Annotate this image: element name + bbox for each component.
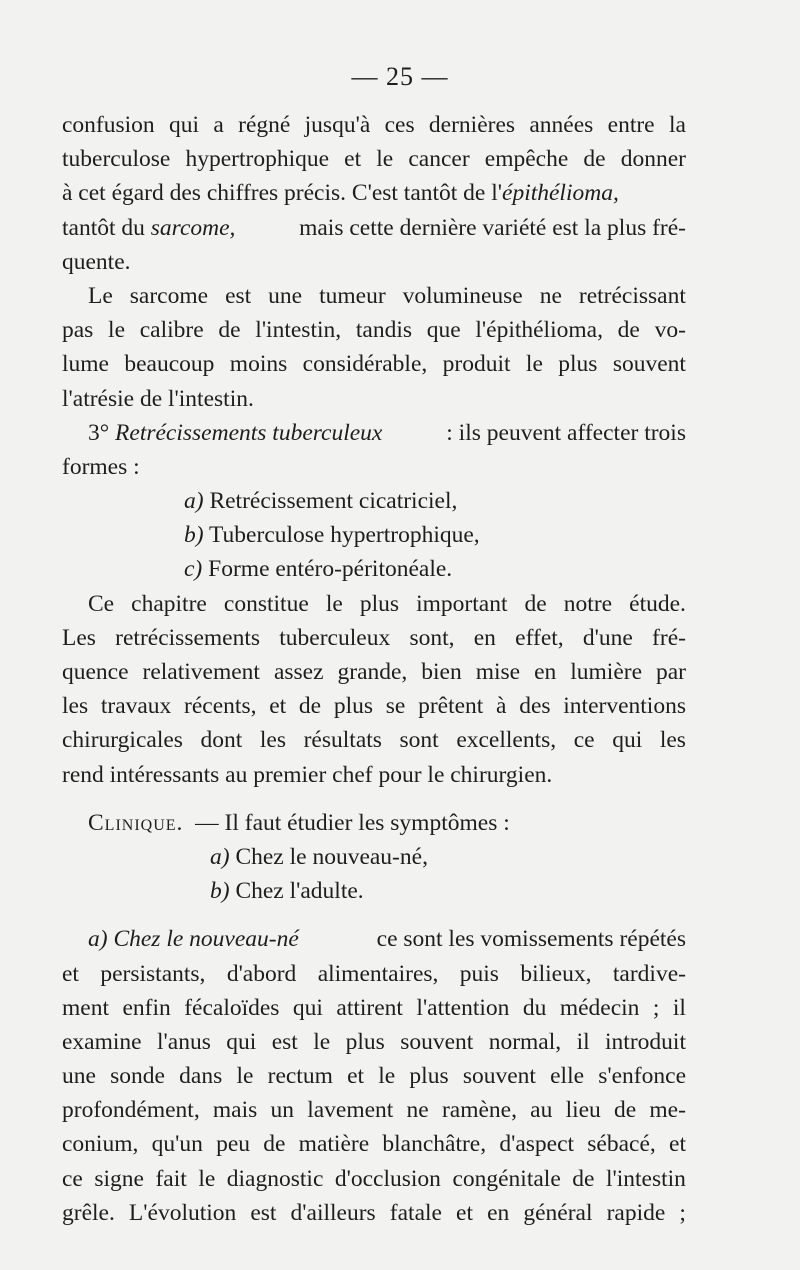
text-segment: — Il faut étudier les symptômes : xyxy=(195,809,510,836)
forms-list xyxy=(62,484,686,587)
list-letter: a) xyxy=(88,926,108,953)
list-letter: a) xyxy=(210,843,230,870)
paragraph-5 xyxy=(62,922,686,1230)
text-line: confusion qui a régné jusqu'à ces dernières années entre la xyxy=(62,112,686,138)
text-line: quence relativement assez grande, bien mise en lumière par xyxy=(62,659,686,685)
clinique-section xyxy=(62,806,686,909)
text-segment: tantôt du xyxy=(62,214,151,241)
italic-heading: Chez le nouveau-né xyxy=(113,926,299,953)
text-line: et persistants, d'abord alimentaires, puis bilieux, tardive- xyxy=(62,960,686,987)
text-line: l'atrésie de l'intestin. xyxy=(62,385,254,412)
list-letter: c) xyxy=(184,556,203,583)
text-segment: à cet égard des chiffres précis. C'est tantôt de l' xyxy=(62,180,503,207)
italic-term: sarcome, xyxy=(150,214,236,241)
list-item-text: Forme entéro-péritonéale. xyxy=(208,556,453,583)
paragraph-3 xyxy=(62,416,686,484)
paragraph-1 xyxy=(62,108,686,279)
text-line: pas le calibre de l'intestin, tandis que l'épithélioma, de vo- xyxy=(62,317,686,344)
list-item xyxy=(62,874,686,908)
text-line: Ce chapitre constitue le plus important de notre étude. xyxy=(88,590,686,617)
text-line: tuberculose hypertrophique et le cancer empêche de donner xyxy=(62,146,686,173)
list-item xyxy=(62,840,686,874)
text-line: ment enfin fécaloïdes qui attirent l'attention du médecin ; il xyxy=(62,994,686,1021)
text-line xyxy=(62,176,686,210)
list-item xyxy=(62,552,686,586)
section-label: Clinique. xyxy=(88,809,184,836)
section-number: 3° xyxy=(88,419,110,446)
paragraph-4 xyxy=(62,587,686,792)
list-item-text: Tuberculose hypertrophique, xyxy=(209,522,480,549)
text-line xyxy=(62,806,686,840)
text-line: une sonde dans le rectum et le plus souvent elle s'enfonce xyxy=(62,1063,686,1090)
text-line: chirurgicales dont les résultats sont excellents, ce qui les xyxy=(62,727,686,754)
text-segment: ce sont les vomissements répétés xyxy=(376,926,686,953)
list-item-text: Chez l'adulte. xyxy=(235,878,364,905)
italic-term: épithélioma, xyxy=(502,180,619,207)
text-line: profondément, mais un lavement ne ramène, au lieu de me- xyxy=(62,1097,686,1124)
text-line xyxy=(62,922,686,956)
list-letter: b) xyxy=(184,522,204,549)
text-line: quente. xyxy=(62,248,131,275)
section-title: Retrécissements tuberculeux xyxy=(115,419,383,446)
page-number: — 25 — xyxy=(351,62,449,91)
text-line: ce signe fait le diagnostic d'occlusion congénitale de l'intestin xyxy=(62,1165,686,1192)
paragraph-2 xyxy=(62,279,686,416)
body-text xyxy=(62,108,686,1230)
text-line: rend intéressants au premier chef pour le chirurgien. xyxy=(62,761,553,788)
text-line: examine l'anus qui est le plus souvent normal, il introduit xyxy=(62,1028,686,1055)
text-line: Les retrécissements tuberculeux sont, en effet, d'une fré- xyxy=(62,624,686,651)
text-line xyxy=(62,416,686,450)
list-item-text: Chez le nouveau-né, xyxy=(235,843,428,870)
text-line: Le sarcome est une tumeur volumineuse ne retrécissant xyxy=(88,282,686,309)
list-item-text: Retrécissement cicatriciel, xyxy=(209,488,458,515)
list-item xyxy=(62,484,686,518)
text-segment: : ils peuvent affecter trois xyxy=(446,419,686,446)
text-line: les travaux récents, et de plus se prêtent à des interventions xyxy=(62,693,686,720)
text-line xyxy=(62,211,686,245)
text-line: grêle. L'évolution est d'ailleurs fatale et en général rapide ; xyxy=(62,1199,686,1226)
text-line: lume beaucoup moins considérable, produit le plus souvent xyxy=(62,351,686,378)
list-letter: b) xyxy=(210,878,230,905)
text-line: formes : xyxy=(62,453,140,480)
list-letter: a) xyxy=(184,488,204,515)
text-line: conium, qu'un peu de matière blanchâtre, d'aspect sébacé, et xyxy=(62,1131,686,1158)
list-item xyxy=(62,518,686,552)
text-segment: mais cette dernière variété est la plus fré- xyxy=(293,214,686,241)
